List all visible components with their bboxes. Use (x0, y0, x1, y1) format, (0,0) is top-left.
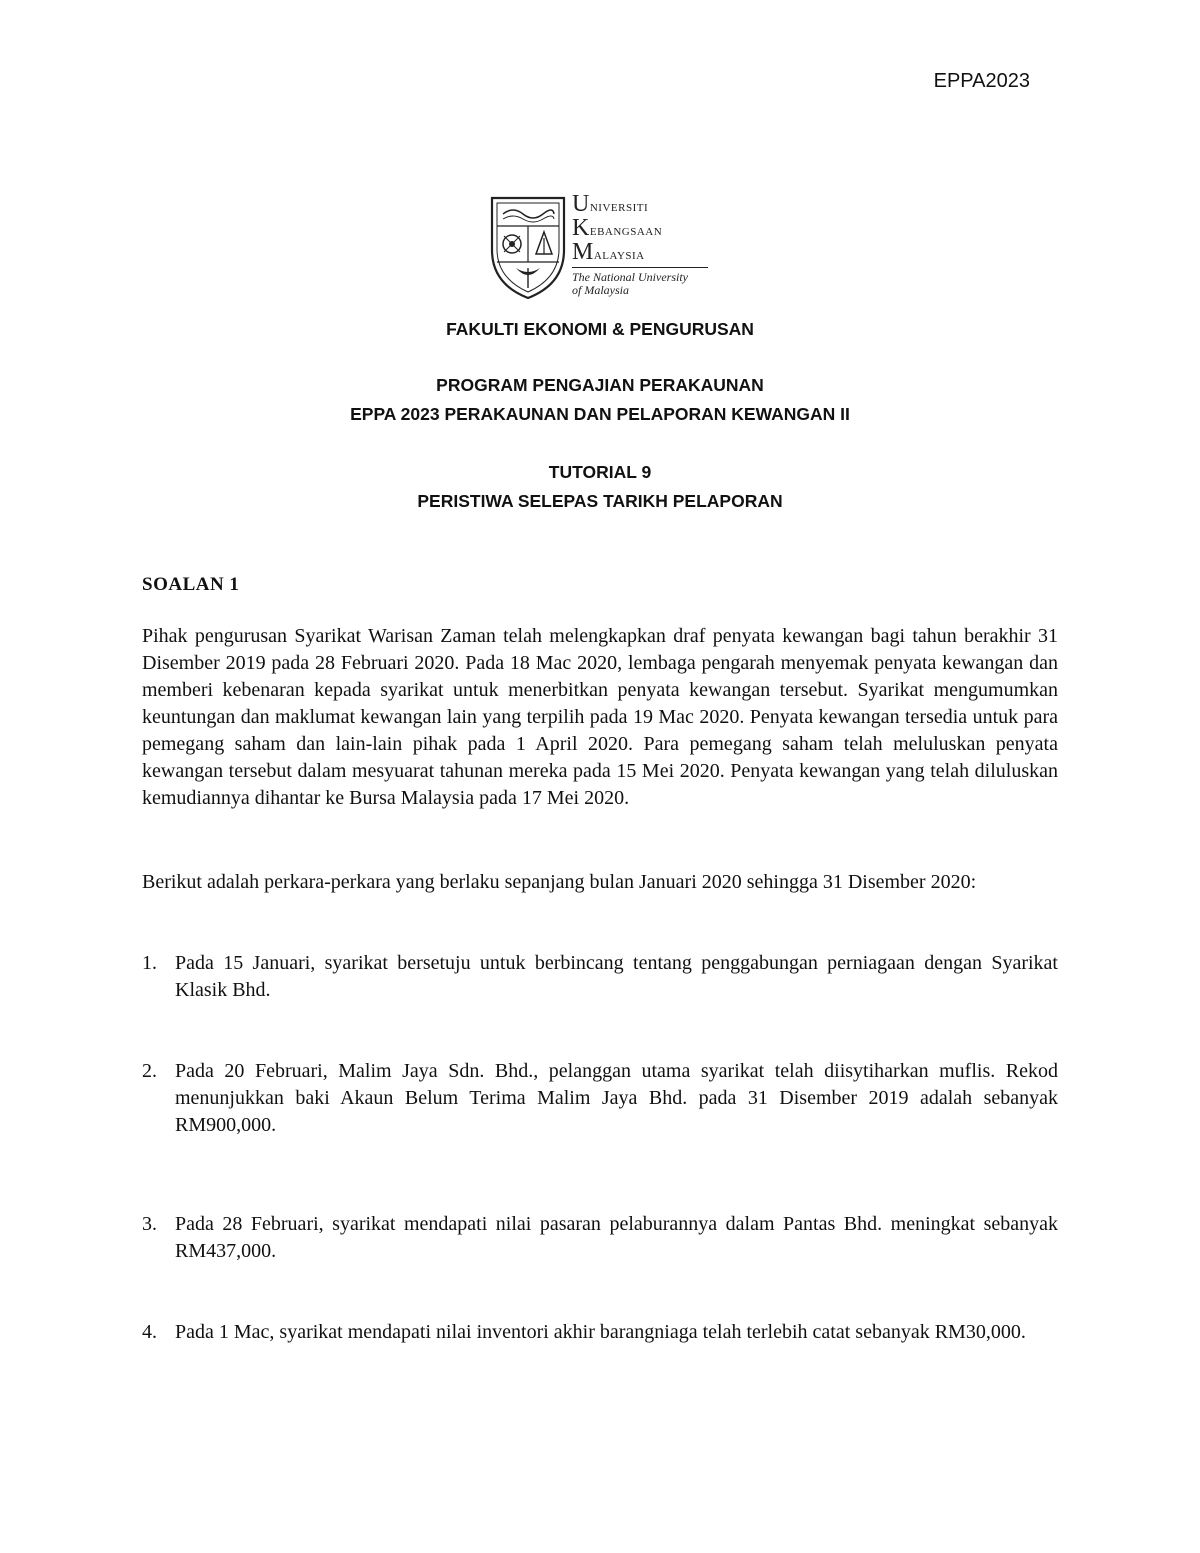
list-item-number: 3. (142, 1213, 157, 1235)
logo-tagline-1: The National University (572, 270, 688, 284)
list-item-number: 4. (142, 1321, 157, 1343)
logo-line-3: Malaysia (572, 239, 645, 265)
topic-heading: PERISTIWA SELEPAS TARIKH PELAPORAN (417, 491, 783, 511)
logo-line-1: Universiti (572, 191, 649, 217)
list-item (142, 950, 1058, 1004)
tutorial-heading: TUTORIAL 9 (548, 462, 652, 482)
logo-tagline-2: of Malaysia (572, 283, 629, 297)
list-item (142, 1058, 1058, 1139)
university-name (572, 192, 708, 297)
list-item-text: Pada 15 Januari, syarikat bersetuju untuk berbincang tentang penggabungan perniagaan dengan Syarikat Klasik Bhd. (175, 952, 1058, 1001)
logo-line-2: Kebangsaan (572, 215, 663, 241)
crest-icon (488, 192, 568, 302)
question-lead-paragraph: Berikut adalah perkara-perkara yang berlaku sepanjang bulan Januari 2020 sehingga 31 Disember 2020: (142, 871, 977, 893)
question-intro-paragraph: Pihak pengurusan Syarikat Warisan Zaman telah melengkapkan draf penyata kewangan bagi tahun berakhir 31 Disember 2019 pada 28 Februari 2020. Pada 18 Mac 2020, lembaga pengarah menyemak penyata kewangan dan memberi kebenaran kepada syarikat untuk menerbitkan penyata kewangan tersebut. Syarikat mengumumkan keuntungan dan maklumat kewangan lain yang terpilih pada 19 Mac 2020. Penyata kewangan tersedia untuk para pemegang saham dan lain-lain pihak pada 1 April 2020. Para pemegang saham telah meluluskan penyata kewangan tersebut dalam mesyuarat tahunan mereka pada 15 Mei 2020. Penyata kewangan yang telah diluluskan kemudiannya dihantar ke Bursa Malaysia pada 17 Mei 2020. (142, 625, 1058, 809)
list-item-text: Pada 20 Februari, Malim Jaya Sdn. Bhd., pelanggan utama syarikat telah diisytiharkan muflis. Rekod menunjukkan baki Akaun Belum Terima Malim Jaya Bhd. pada 31 Disember 2019 adalah sebanyak RM900,000. (175, 1060, 1058, 1136)
logo-divider (572, 267, 708, 268)
list-item (142, 1211, 1058, 1265)
program-heading: PROGRAM PENGAJIAN PERAKAUNAN (436, 375, 764, 395)
course-heading: EPPA 2023 PERAKAUNAN DAN PELAPORAN KEWANGAN II (350, 404, 850, 424)
list-item-text: Pada 28 Februari, syarikat mendapati nilai pasaran pelaburannya dalam Pantas Bhd. meningkat sebanyak RM437,000. (175, 1213, 1058, 1262)
university-logo (488, 192, 713, 302)
list-item-number: 2. (142, 1060, 157, 1082)
list-item-number: 1. (142, 952, 157, 974)
faculty-heading: FAKULTI EKONOMI & PENGURUSAN (446, 319, 754, 339)
question-title: SOALAN 1 (142, 574, 240, 595)
list-item (142, 1319, 1058, 1346)
list-item-text: Pada 1 Mac, syarikat mendapati nilai inventori akhir barangniaga telah terlebih catat sebanyak RM30,000. (175, 1321, 1026, 1343)
course-code-header: EPPA2023 (933, 70, 1030, 92)
